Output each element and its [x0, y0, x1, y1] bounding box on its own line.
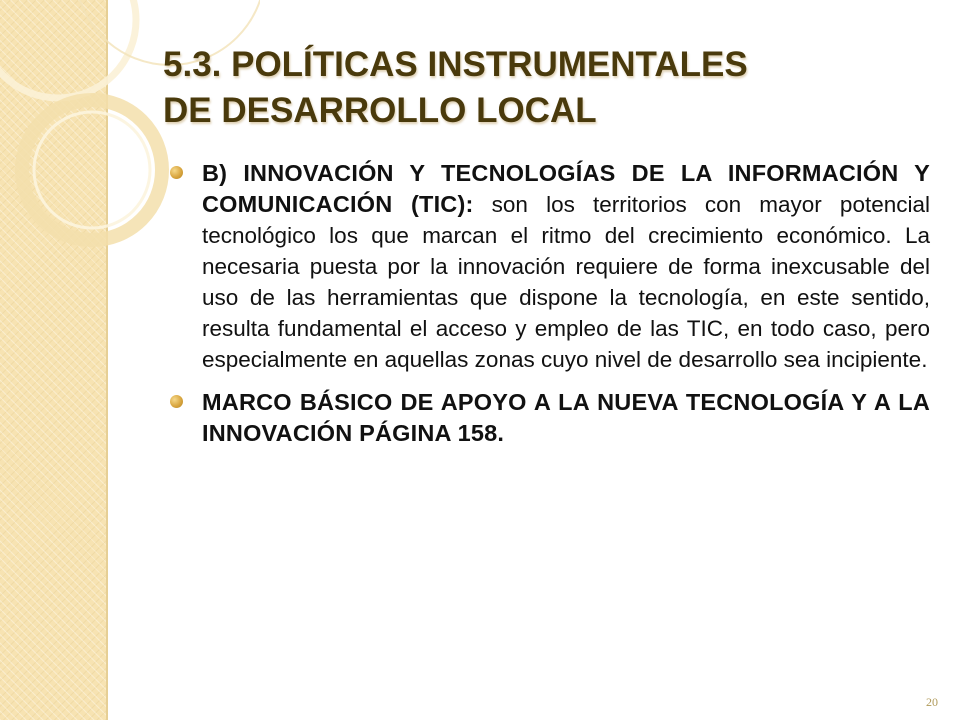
- bullet-item-innovacion: [170, 158, 930, 375]
- bullet-icon: [170, 166, 183, 179]
- bullet-text: [202, 158, 930, 375]
- bullet-icon: [170, 395, 183, 408]
- bullet-item-marco-basico: [170, 387, 930, 449]
- bullet-text: [202, 387, 930, 449]
- bullet-body: son los territorios con mayor potencial tecnológico los que marcan el ritmo del crecimiento económico. La necesaria puesta por la innovación requiere de forma inexcusable del uso de las herramientas que dispone la tecnología, en este sentido, resulta fundamental el acceso y empleo de las TIC, en todo caso, pero especialmente en aquellas zonas cuyo nivel de desarrollo sea incipiente.: [202, 192, 930, 372]
- bullet-heading: B) INNOVACIÓN Y TECNOLOGÍAS DE LA INFORMACIÓN Y COMUNICACIÓN (TIC):: [202, 160, 930, 217]
- slide-title: [163, 42, 923, 134]
- bullet-list: [170, 158, 930, 461]
- page-number: 20: [926, 695, 938, 709]
- slide-title-line-1: 5.3. POLÍTICAS INSTRUMENTALES: [163, 45, 748, 84]
- slide-title-line-2: DE DESARROLLO LOCAL: [163, 91, 597, 130]
- bullet-heading: MARCO BÁSICO DE APOYO A LA NUEVA TECNOLOGÍA Y A LA INNOVACIÓN PÁGINA 158.: [202, 389, 930, 446]
